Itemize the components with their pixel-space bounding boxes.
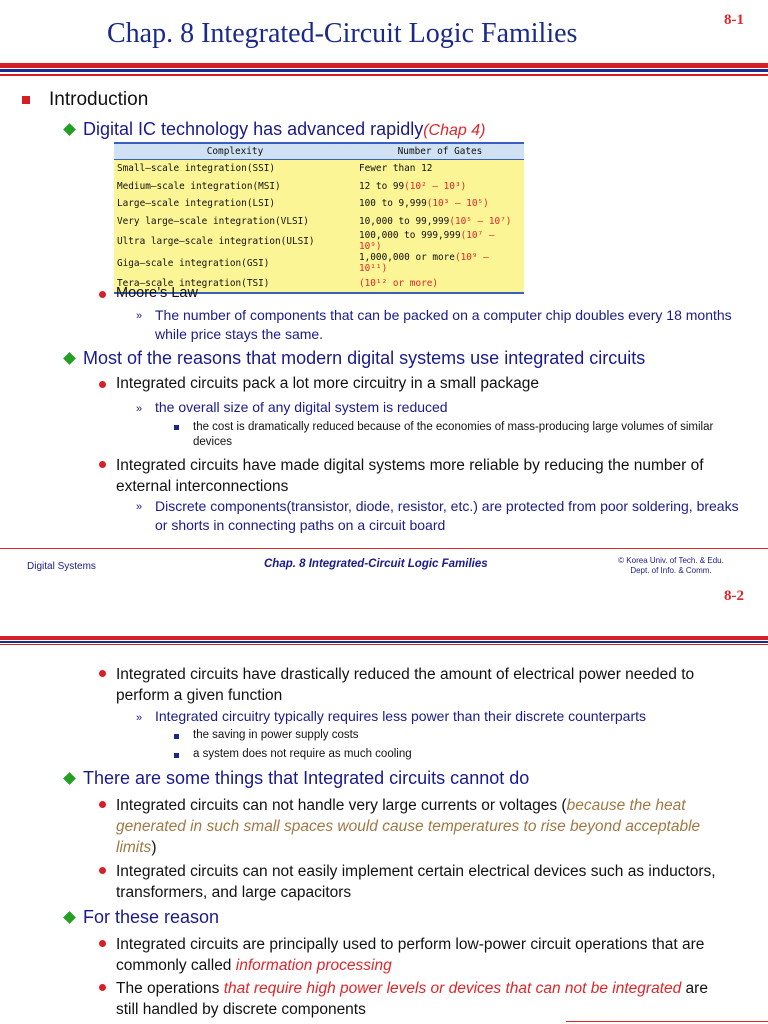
cell-complexity: Very large–scale integration(VLSI) [114,213,356,231]
cell-gates [356,213,524,231]
raquo-bullet-icon: » [136,712,143,724]
cell-complexity: Tera–scale integration(TSI) [114,274,356,293]
title-rule-red [0,636,768,640]
moores-law-label: Moore’s Law [116,285,198,301]
table-row [114,160,524,178]
emphasis-text: because the heat generated in such small spaces would cause temperatures to rise beyond acceptable limits [116,797,701,856]
bullet-text: a system does not require as much cooling [193,748,412,760]
cell-complexity: Large–scale integration(LSI) [114,195,356,213]
bullet-text: Most of the reasons that modern digital systems use integrated circuits [83,348,646,368]
dot-bullet-icon [99,291,106,298]
title-rule-thin [0,74,768,76]
table-header-complexity: Complexity [114,143,356,160]
footer-chapter: Chap. 8 Integrated-Circuit Logic Families [264,558,488,570]
bullet-text: Discrete components(transistor, diode, resistor, etc.) are protected from poor soldering, breaks or shorts in connecting paths on a circuit board [155,498,739,533]
gates-note: (10⁹ – 10¹¹) [359,252,489,275]
diamond-bullet-icon [63,772,76,785]
slide-title: Chap. 8 Integrated-Circuit Logic Families [107,18,578,49]
chapter-reference: (Chap 4) [423,122,486,139]
emphasis-text: that require high power levels or devices that can not be integrated [223,980,682,997]
small-square-bullet-icon [174,425,179,430]
footer-rule [0,548,768,549]
bullet-text [116,934,716,976]
footer-copyright-line1: © Korea Univ. of Tech. & Edu. [618,556,724,565]
bullet-main-text: Digital IC technology has advanced rapidly [83,119,424,139]
table-row [114,178,524,196]
gates-value: 10,000 to 99,999 [359,216,450,228]
gates-note: (10⁵ – 10⁷) [449,216,512,228]
small-square-bullet-icon [174,753,179,758]
bullet-text: For these reason [83,907,220,927]
table-header-gates: Number of Gates [356,143,524,160]
table-header-row [114,143,524,160]
text-run: The operations [116,980,224,997]
title-rule-blue [0,69,768,72]
gates-value: 12 to 99 [359,180,405,192]
cell-complexity: Small–scale integration(SSI) [114,160,356,178]
dot-bullet-icon [99,461,106,468]
dot-bullet-icon [99,984,106,991]
bullet-text [116,795,726,858]
cell-gates [356,252,524,274]
cell-complexity: Giga–scale integration(GSI) [114,252,356,274]
bullet-text: the overall size of any digital system is reduced [155,399,448,415]
raquo-bullet-icon: » [136,501,143,513]
gate-count-table [114,142,524,294]
table-row [114,213,524,231]
title-rule-red [0,63,768,68]
diamond-bullet-icon [63,911,76,924]
bullet-text: Integrated circuits have drastically reduced the amount of electrical power needed to perform a given function [116,666,695,704]
footer-copyright-line2: Dept. of Info. & Comm. [630,566,712,575]
raquo-bullet-icon: » [136,403,143,415]
bullet-text: Integrated circuits can not easily implement certain electrical devices such as inductors, transformers, and large capacitors [116,863,716,901]
cell-complexity: Medium–scale integration(MSI) [114,178,356,196]
page-number: 8-1 [724,12,744,28]
gates-note: (10³ – 10⁵) [426,198,489,210]
table-row [114,252,524,274]
bullet-text: There are some things that Integrated circuits cannot do [83,768,530,788]
gates-note: (10¹² or more) [359,277,439,289]
moores-law-description: The number of components that can be packed on a computer chip doubles every 18 months while price stays the same. [155,307,732,342]
bullet-text: Integrated circuits pack a lot more circuitry in a small package [116,375,539,392]
small-square-bullet-icon [174,734,179,739]
diamond-bullet-icon [63,352,76,365]
dot-bullet-icon [99,801,106,808]
bullet-text: Integrated circuitry typically requires less power than their discrete counterparts [155,708,646,724]
cell-complexity: Ultra large–scale integration(ULSI) [114,230,356,252]
gates-value: 1,000,000 or more [359,252,455,264]
square-bullet-icon [22,96,30,104]
text-run: Integrated circuits can not handle very large currents or voltages ( [116,797,567,814]
section-heading: Introduction [49,89,149,110]
gates-value: 100,000 to 999,999 [359,230,461,242]
bullet-text: the saving in power supply costs [193,729,359,741]
text-run: ) [151,839,157,856]
bullet-text [116,978,716,1020]
dot-bullet-icon [99,670,106,677]
gates-value: Fewer than 12 [359,163,433,175]
bullet-text: the cost is dramatically reduced because of the economies of mass-producing large volumes of similar devices [193,421,714,448]
dot-bullet-icon [99,940,106,947]
dot-bullet-icon [99,381,106,388]
emphasis-text: information processing [235,957,392,974]
gates-note: (10² – 10³) [404,180,467,192]
cell-gates [356,195,524,213]
diamond-bullet-icon [63,123,76,136]
dot-bullet-icon [99,867,106,874]
bullet-text: Integrated circuits have made digital systems more reliable by reducing the number of external interconnections [116,457,704,495]
footer-course: Digital Systems [27,561,96,572]
page-number: 8-2 [724,588,744,604]
bullet-text [83,119,485,140]
cell-gates [356,160,524,178]
footer-rule [566,1021,768,1022]
cell-gates [356,178,524,196]
title-rule-thin [0,644,768,645]
footer-copyright [608,556,734,576]
gates-value: 100 to 9,999 [359,198,427,210]
cell-gates [356,274,524,293]
cell-gates [356,230,524,252]
text-run: are still handled by discrete components [116,980,708,1018]
table-row [114,230,524,252]
gates-note: (10⁷ – 10⁹) [359,230,495,253]
raquo-bullet-icon: » [136,310,143,322]
table-row [114,195,524,213]
title-rule-blue [0,641,768,643]
text-run: Integrated circuits are principally used to perform low-power circuit operations that are commonly called [116,936,705,974]
